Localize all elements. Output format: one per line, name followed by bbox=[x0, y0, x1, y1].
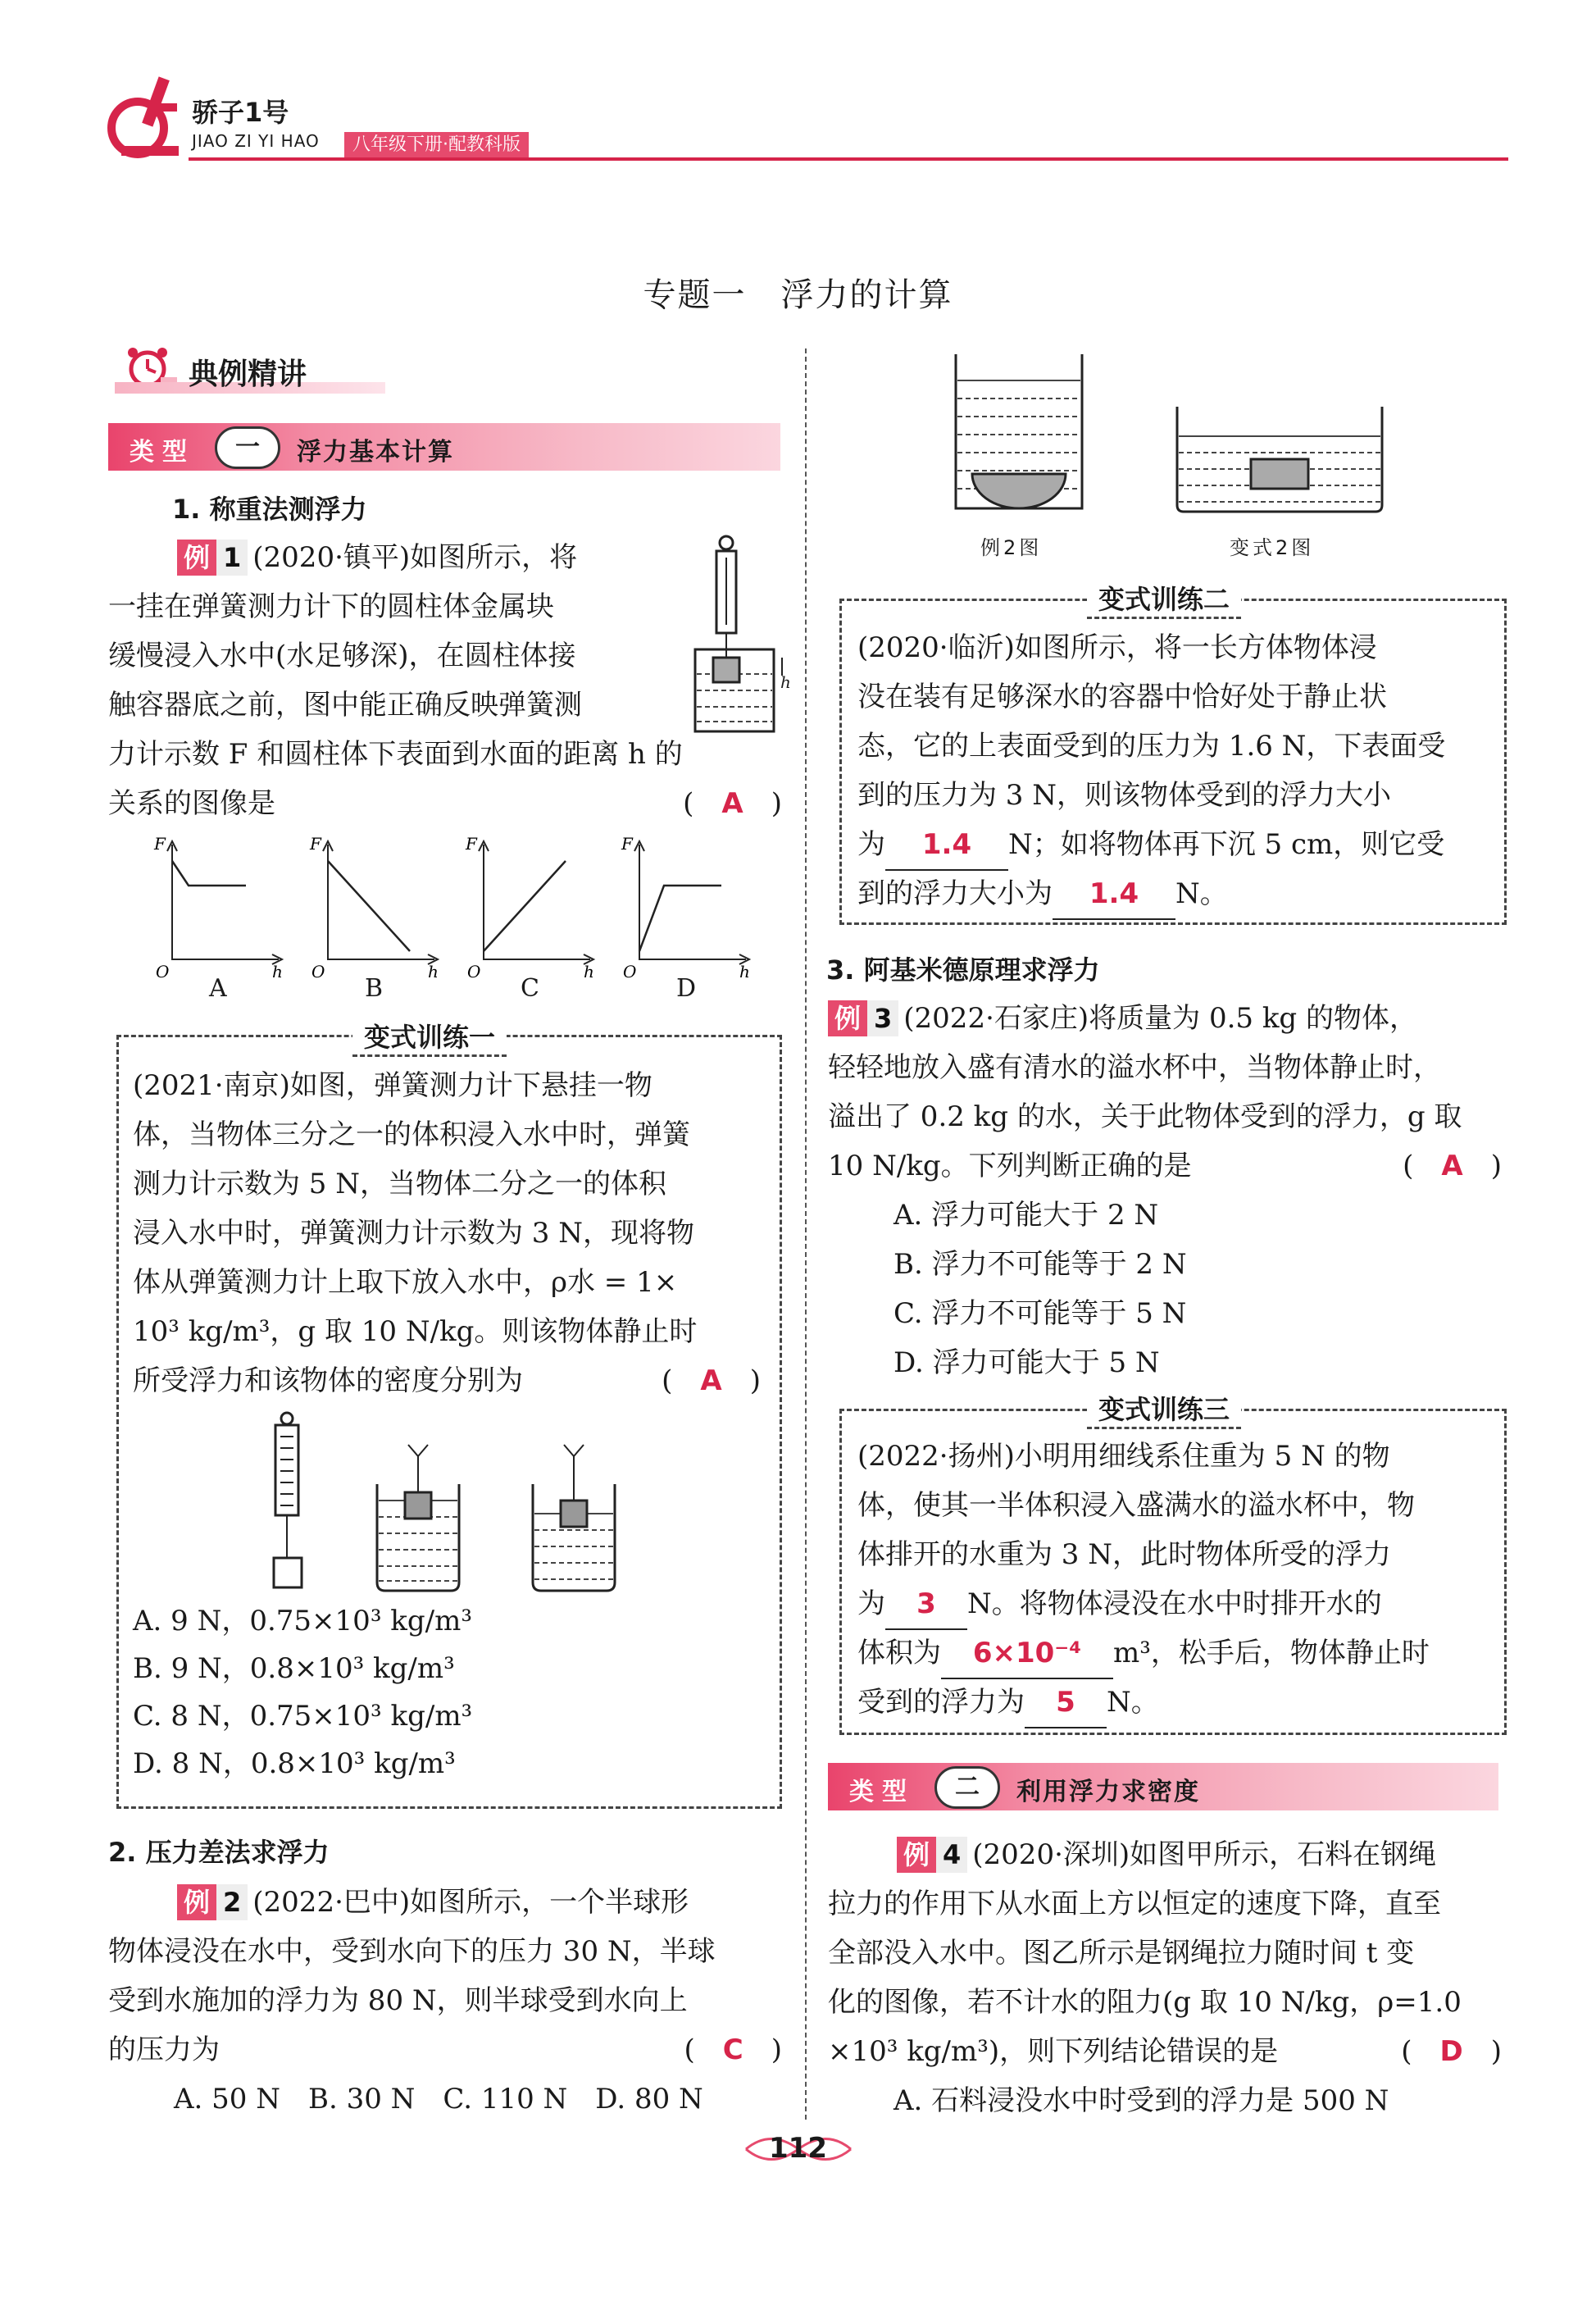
graph-curve bbox=[328, 861, 410, 951]
example-tag: 例 bbox=[828, 1000, 867, 1036]
example-3-line-2: 轻轻地放入盛有清水的溢水杯中，当物体静止时， bbox=[828, 1051, 1441, 1084]
variant-1-option-c: C. 8 N，0.75×10³ kg/m³ bbox=[133, 1700, 473, 1733]
graph-y-label: F bbox=[621, 836, 633, 854]
variant-2-caption: 变式2图 bbox=[1230, 536, 1315, 559]
variant-3-blank-2: 6×10⁻⁴ bbox=[941, 1628, 1113, 1679]
graph-A bbox=[153, 836, 283, 981]
example-2-line-1: (2022·巴中)如图所示，一个半球形 bbox=[252, 1886, 689, 1919]
graph-origin-label: O bbox=[311, 962, 325, 981]
type-number: 二 bbox=[934, 1766, 1000, 1809]
graph-x-label: h bbox=[428, 962, 439, 981]
graph-y-label: F bbox=[154, 836, 166, 854]
variant-2-text bbox=[857, 623, 1497, 918]
microscope-icon bbox=[105, 71, 187, 159]
example-1: 例 1 (2020·镇平)如图所示，将 一挂在弹簧测力计下的圆柱体金属块 缓慢浸入水中(水足够深)，在圆柱体接 触容器底之前，图中能正确反映弹簧测 力计示数 F 和圆柱体下表面到水面的距离 h 的 关系的图像是 ( A ) bbox=[108, 533, 789, 828]
graph-curve bbox=[484, 861, 566, 951]
variant-1-options bbox=[133, 1597, 772, 1788]
example-tag: 例 bbox=[177, 1884, 216, 1920]
graph-arrowheads bbox=[634, 841, 749, 964]
graph-x-label: h bbox=[584, 962, 594, 981]
example-1-line-1: (2020·镇平)如图所示，将 bbox=[252, 541, 578, 574]
graph-origin-label: O bbox=[467, 962, 481, 981]
variant-1-line-6: 10³ kg/m³，g 取 10 N/kg。则该物体静止时 bbox=[133, 1315, 698, 1348]
graph-option-label-D: D bbox=[676, 974, 697, 1003]
variant-2-line-5-pre: 为 bbox=[857, 828, 885, 861]
page-title: 专题一 浮力的计算 bbox=[643, 276, 953, 314]
method-heading-3: 3. 阿基米德原理求浮力 bbox=[826, 954, 1100, 986]
variant-3-blank-3: 5 bbox=[1025, 1678, 1107, 1728]
graph-axes bbox=[639, 845, 746, 959]
type-label: 类型 bbox=[849, 1778, 915, 1806]
example-3-line-4: 10 N/kg。下列判断正确的是 bbox=[828, 1150, 1192, 1182]
variant-3-line-1: (2022·扬州)小明用细线系住重为 5 N 的物 bbox=[857, 1440, 1390, 1473]
graph-B bbox=[309, 836, 439, 981]
variant-2-line-4: 到的压力为 3 N，则该物体受到的浮力大小 bbox=[857, 779, 1391, 812]
variant-title-1: 变式训练一 bbox=[352, 1017, 507, 1057]
graph-curve bbox=[172, 861, 246, 886]
example-2-answer: C bbox=[722, 2033, 743, 2066]
variant-3-line-6-post: N。 bbox=[1107, 1686, 1159, 1719]
depth-label: h bbox=[780, 672, 791, 692]
type-label: 类型 bbox=[130, 438, 195, 467]
variant-1-line-2: 体，当物体三分之一的体积浸入水中时，弹簧 bbox=[133, 1118, 690, 1151]
example-2-line-4: 的压力为 bbox=[108, 2033, 220, 2066]
variant-1-line-1: (2021·南京)如图，弹簧测力计下悬挂一物 bbox=[133, 1069, 652, 1102]
edition-tag: 八年级下册·配教科版 bbox=[344, 132, 529, 158]
variant-title-3: 变式训练三 bbox=[1087, 1389, 1241, 1429]
variant-1-line-5: 体从弹簧测力计上取下放入水中，ρ水 = 1× bbox=[133, 1266, 678, 1299]
graph-D bbox=[621, 836, 750, 981]
variant-3-line-4-pre: 为 bbox=[857, 1587, 885, 1620]
example-3: 例 3 (2022·石家庄)将质量为 0.5 kg 的物体， 轻轻地放入盛有清水的溢水杯中，当物体静止时， 溢出了 0.2 kg 的水，关于此物体受到的浮力，g 取 10 N/kg。下列判断正确的是 ( A ) A. 浮力可能大于 2 N B. 浮力不可能等于 2 N C. 浮力不可能等于 5 N D. 浮力可能大于 5 N bbox=[828, 994, 1508, 1387]
variant-2-line-5-post: N；如将物体再下沉 5 cm，则它受 bbox=[1008, 828, 1445, 861]
variant-2-blank-2: 1.4 bbox=[1053, 869, 1175, 920]
example-4-line-1: (2020·深圳)如图甲所示，石料在钢绳 bbox=[972, 1838, 1437, 1871]
brand-logo bbox=[105, 71, 187, 159]
example-3-answer: A bbox=[1441, 1150, 1463, 1182]
graph-option-label-A: A bbox=[209, 974, 227, 1003]
example-tag: 例 bbox=[177, 540, 216, 576]
graph-options bbox=[139, 836, 762, 992]
example-1-line-3: 缓慢浸入水中(水足够深)，在圆柱体接 bbox=[108, 640, 576, 672]
variant-3-line-4-post: N。将物体浸没在水中时排开水的 bbox=[967, 1587, 1382, 1620]
brand-subtitle: JIAO ZI YI HAO bbox=[192, 131, 320, 151]
example-3-option-a: A. 浮力可能大于 2 N bbox=[893, 1199, 1159, 1232]
example-4-line-5: ×10³ kg/m³)，则下列结论错误的是 bbox=[828, 2035, 1279, 2068]
example-2-line-3: 受到水施加的浮力为 80 N，则半球受到水向上 bbox=[108, 1984, 688, 2017]
example-1-line-5: 力计示数 F 和圆柱体下表面到水面的距离 h 的 bbox=[108, 738, 683, 771]
variant-1-figure bbox=[262, 1410, 639, 1607]
variant-1-text: (2021·南京)如图，弹簧测力计下悬挂一物 体，当物体三分之一的体积浸入水中时，弹簧 测力计示数为 5 N，当物体二分之一的体积 浸入水中时，弹簧测力计示数为 3 N，现将物 体从弹簧测力计上取下放入水中，ρ水 = 1× 10³ kg/m³，g 取 10 N/kg。则该物体静止时 所受浮力和该物体的密度分别为 ( A ) bbox=[133, 1061, 772, 1405]
graph-origin-label: O bbox=[623, 962, 637, 981]
example-2-options: A. 50 N B. 30 N C. 110 N D. 80 N bbox=[174, 2083, 703, 2115]
variant-2-blank-1: 1.4 bbox=[885, 820, 1008, 871]
type-text: 利用浮力求密度 bbox=[1016, 1778, 1200, 1806]
example-4-line-4: 化的图像，若不计水的阻力(g 取 10 N/kg，ρ=1.0 bbox=[828, 1986, 1462, 2019]
type-two-banner bbox=[828, 1763, 1498, 1810]
graph-axes bbox=[172, 845, 279, 959]
example-4: 例 4 (2020·深圳)如图甲所示，石料在钢绳 拉力的作用下从水面上方以恒定的速度下降，直至 全部没入水中。图乙所示是钢绳拉力随时间 t 变 化的图像，若不计水的阻力(g 取 10 N/kg，ρ=1.0 ×10³ kg/m³)，则下列结论错误的是 ( D ) A. 石料浸没水中时受到的浮力是 500 N bbox=[828, 1830, 1508, 2125]
variant-3-line-3: 体排开的水重为 3 N，此时物体所受的浮力 bbox=[857, 1538, 1391, 1571]
variant-2-line-3: 态，它的上表面受到的压力为 1.6 N，下表面受 bbox=[857, 730, 1446, 763]
variant-1-line-4: 浸入水中时，弹簧测力计示数为 3 N，现将物 bbox=[133, 1217, 694, 1250]
variant-title-2: 变式训练二 bbox=[1087, 579, 1241, 619]
graph-arrowheads bbox=[167, 841, 282, 964]
graph-arrowheads bbox=[479, 841, 593, 964]
variant-3-text bbox=[857, 1432, 1497, 1727]
example-1-line-2: 一挂在弹簧测力计下的圆柱体金属块 bbox=[108, 590, 554, 623]
method-heading-1: 1. 称重法测浮力 bbox=[172, 494, 367, 525]
variant-3-line-5-post: m³，松手后，物体静止时 bbox=[1113, 1637, 1430, 1669]
example-1-line-4: 触容器底之前，图中能正确反映弹簧测 bbox=[108, 689, 582, 722]
graph-option-label-C: C bbox=[521, 974, 539, 1003]
variant-3-blank-1: 3 bbox=[885, 1579, 967, 1630]
example-3-line-3: 溢出了 0.2 kg 的水，关于此物体受到的浮力，g 取 bbox=[828, 1100, 1462, 1133]
graph-y-label: F bbox=[466, 836, 477, 854]
variant-1-answer: A bbox=[700, 1364, 722, 1397]
variant-1-line-3: 测力计示数为 5 N，当物体二分之一的体积 bbox=[133, 1168, 666, 1200]
graph-C bbox=[465, 836, 594, 981]
example-4-line-3: 全部没入水中。图乙所示是钢绳拉力随时间 t 变 bbox=[828, 1937, 1415, 1970]
example-1-line-6: 关系的图像是 bbox=[108, 787, 275, 820]
example-2-caption: 例2图 bbox=[980, 536, 1043, 559]
variant-1-option-d: D. 8 N，0.8×10³ kg/m³ bbox=[133, 1747, 456, 1780]
variant-2-line-6-pre: 到的浮力大小为 bbox=[857, 877, 1053, 910]
example-tag: 例 bbox=[897, 1837, 936, 1873]
example-number: 4 bbox=[936, 1837, 967, 1873]
graph-arrowheads bbox=[323, 841, 438, 964]
example-4-answer: D bbox=[1439, 2035, 1463, 2068]
example-2: 例 2 (2022·巴中)如图所示，一个半球形 物体浸没在水中，受到水向下的压力 30 N，半球 受到水施加的浮力为 80 N，则半球受到水向上 的压力为 ( C ) A. 50 N B. 30 N C. 110 N D. 80 N bbox=[108, 1878, 789, 2124]
graph-curve bbox=[639, 886, 721, 951]
example-3-option-d: D. 浮力可能大于 5 N bbox=[893, 1346, 1160, 1379]
column-divider bbox=[805, 348, 807, 2120]
variant-3-line-2: 体，使其一半体积浸入盛满水的溢水杯中，物 bbox=[857, 1489, 1415, 1522]
variant-1-option-a: A. 9 N，0.75×10³ kg/m³ bbox=[133, 1605, 472, 1637]
graph-x-label: h bbox=[739, 962, 750, 981]
graph-option-label-B: B bbox=[365, 974, 384, 1003]
example-4-option-a: A. 石料浸没水中时受到的浮力是 500 N bbox=[893, 2084, 1389, 2117]
graph-y-label: F bbox=[310, 836, 321, 854]
variant-3-line-6-pre: 受到的浮力为 bbox=[857, 1686, 1025, 1719]
type-text: 浮力基本计算 bbox=[297, 438, 454, 467]
graph-axes bbox=[328, 845, 434, 959]
graph-options-svg bbox=[139, 836, 762, 992]
example-2-line-2: 物体浸没在水中，受到水向下的压力 30 N，半球 bbox=[108, 1935, 716, 1968]
example-number: 1 bbox=[216, 540, 248, 576]
example-2-figures bbox=[943, 344, 1402, 525]
variant-2-line-6-post: N。 bbox=[1175, 877, 1228, 910]
example-3-option-b: B. 浮力不可能等于 2 N bbox=[893, 1248, 1187, 1281]
type-one-banner bbox=[108, 423, 780, 471]
section-heading: 典例精讲 bbox=[189, 358, 307, 391]
example-number: 2 bbox=[216, 1884, 248, 1920]
graph-axes bbox=[484, 845, 590, 959]
page-number: 112 bbox=[769, 2132, 827, 2165]
variant-1-line-7: 所受浮力和该物体的密度分别为 bbox=[133, 1364, 523, 1397]
graph-origin-label: O bbox=[156, 962, 170, 981]
brand-title: 骄子1号 bbox=[192, 97, 289, 128]
variant-2-line-2: 没在装有足够深水的容器中恰好处于静止状 bbox=[857, 681, 1387, 713]
variant-3-line-5-pre: 体积为 bbox=[857, 1637, 941, 1669]
type-number: 一 bbox=[215, 426, 280, 469]
example-3-line-1: (2022·石家庄)将质量为 0.5 kg 的物体， bbox=[903, 1002, 1418, 1035]
method-heading-2: 2. 压力差法求浮力 bbox=[108, 1837, 330, 1868]
header-rule bbox=[189, 157, 1508, 161]
graph-x-label: h bbox=[272, 962, 283, 981]
example-4-line-2: 拉力的作用下从水面上方以恒定的速度下降，直至 bbox=[828, 1888, 1441, 1920]
variant-1-option-b: B. 9 N，0.8×10³ kg/m³ bbox=[133, 1652, 455, 1685]
example-3-option-c: C. 浮力不可能等于 5 N bbox=[893, 1297, 1187, 1330]
example-number: 3 bbox=[867, 1000, 898, 1036]
variant-2-line-1: (2020·临沂)如图所示，将一长方体物体浸 bbox=[857, 631, 1377, 664]
example-1-answer: A bbox=[721, 787, 743, 820]
spring-scale-figure bbox=[685, 535, 792, 748]
